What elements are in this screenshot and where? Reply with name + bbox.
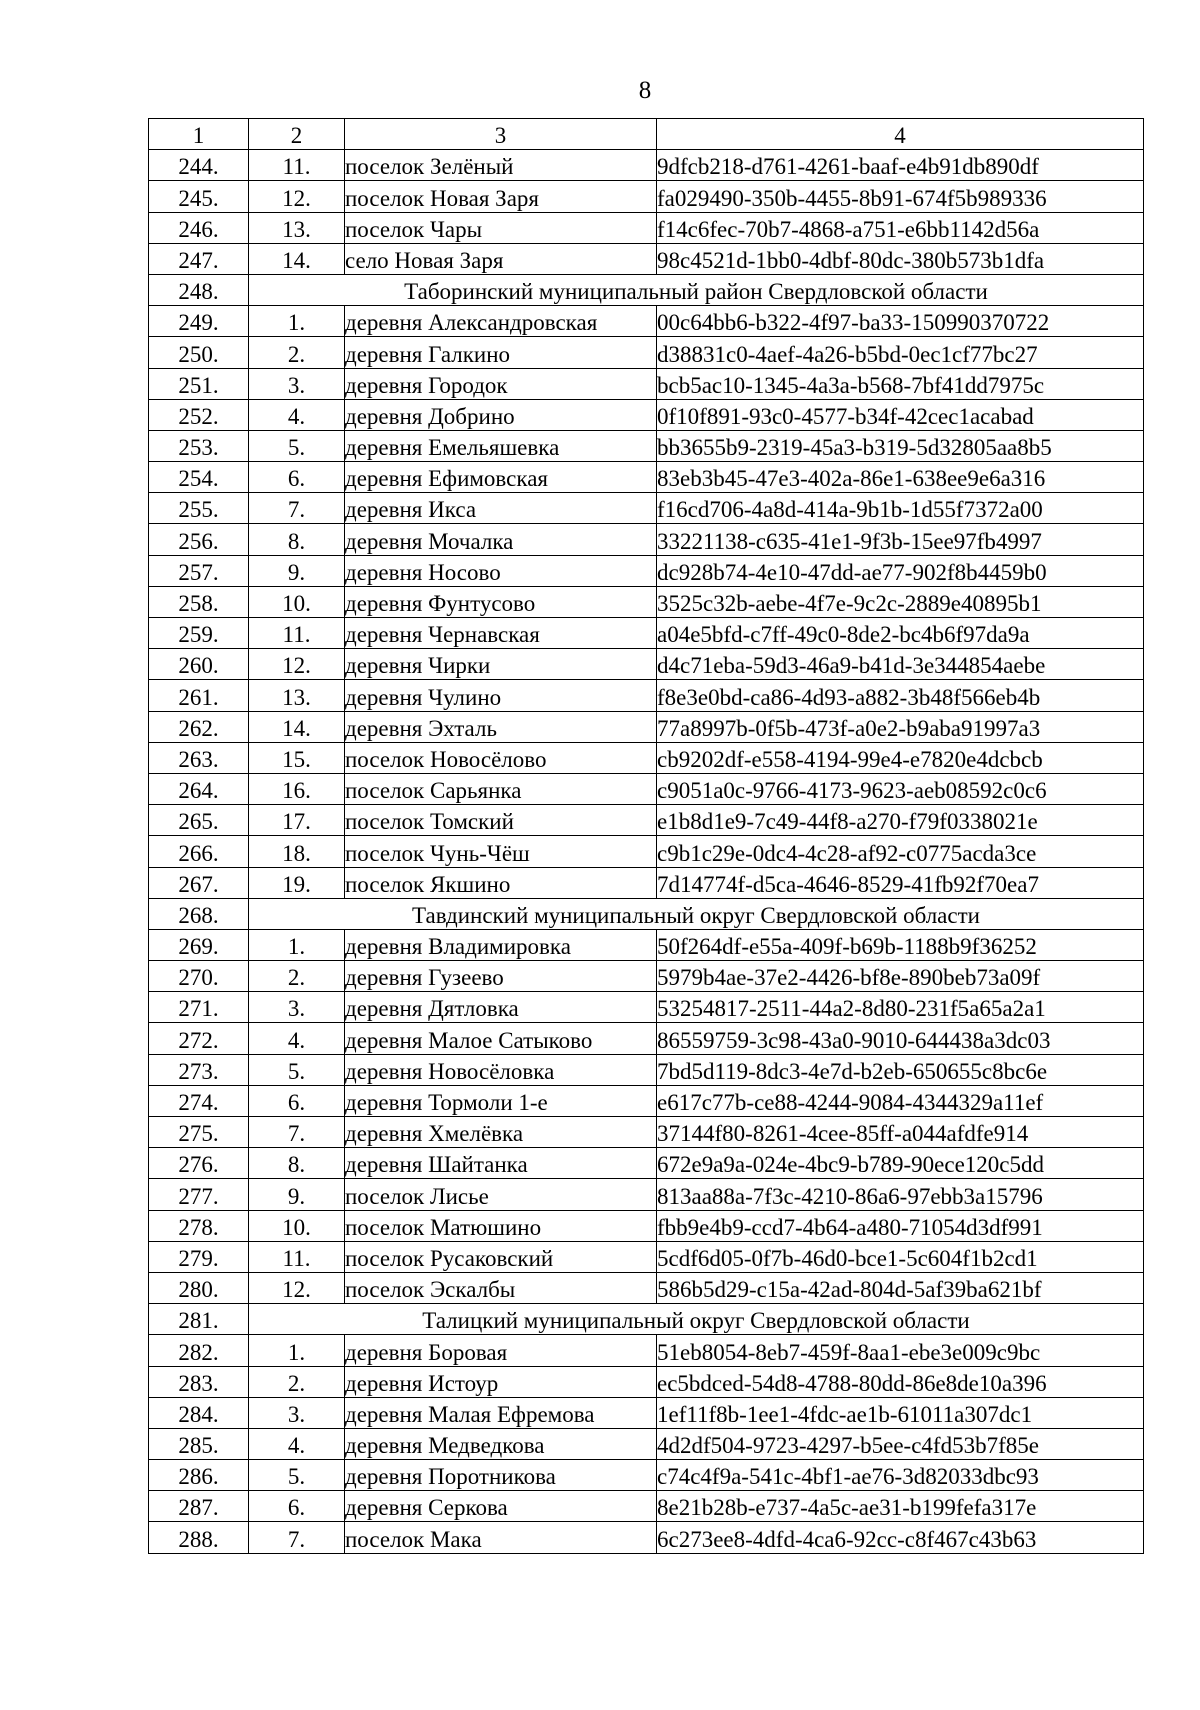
table-row bbox=[149, 805, 1144, 836]
settlement-name: деревня Новосёловка bbox=[345, 1054, 657, 1085]
row-number: 249. bbox=[149, 306, 249, 337]
sub-number: 3. bbox=[249, 992, 345, 1023]
row-number: 269. bbox=[149, 929, 249, 960]
settlement-guid: e1b8d1e9-7c49-44f8-a270-f79f0338021e bbox=[657, 805, 1144, 836]
settlement-name: деревня Мочалка bbox=[345, 524, 657, 555]
row-number: 285. bbox=[149, 1428, 249, 1459]
row-number: 271. bbox=[149, 992, 249, 1023]
table-row bbox=[149, 243, 1144, 274]
settlement-guid: 51eb8054-8eb7-459f-8aa1-ebe3e009c9bc bbox=[657, 1335, 1144, 1366]
table-row bbox=[149, 1491, 1144, 1522]
settlement-name: поселок Новая Заря bbox=[345, 181, 657, 212]
table-row bbox=[149, 649, 1144, 680]
table-row bbox=[149, 1085, 1144, 1116]
settlement-name: деревня Чернавская bbox=[345, 618, 657, 649]
settlement-name: деревня Малая Ефремова bbox=[345, 1397, 657, 1428]
settlement-name: деревня Тормоли 1-е bbox=[345, 1085, 657, 1116]
row-number: 283. bbox=[149, 1366, 249, 1397]
settlement-guid: 50f264df-e55a-409f-b69b-1188b9f36252 bbox=[657, 929, 1144, 960]
table-row bbox=[149, 992, 1144, 1023]
row-number: 260. bbox=[149, 649, 249, 680]
settlement-name: деревня Александровская bbox=[345, 306, 657, 337]
sub-number: 12. bbox=[249, 1272, 345, 1303]
row-number: 246. bbox=[149, 212, 249, 243]
row-number: 252. bbox=[149, 399, 249, 430]
table-row bbox=[149, 181, 1144, 212]
row-number: 288. bbox=[149, 1522, 249, 1553]
sub-number: 12. bbox=[249, 649, 345, 680]
table-row bbox=[149, 1148, 1144, 1179]
sub-number: 17. bbox=[249, 805, 345, 836]
settlement-guid: dc928b74-4e10-47dd-ae77-902f8b4459b0 bbox=[657, 555, 1144, 586]
row-number: 279. bbox=[149, 1241, 249, 1272]
settlement-name: поселок Эскалбы bbox=[345, 1272, 657, 1303]
sub-number: 4. bbox=[249, 399, 345, 430]
table-header-row bbox=[149, 119, 1144, 150]
sub-number: 7. bbox=[249, 1117, 345, 1148]
settlement-name: деревня Малое Сатыково bbox=[345, 1023, 657, 1054]
settlement-name: поселок Матюшино bbox=[345, 1210, 657, 1241]
settlement-guid: d4c71eba-59d3-46a9-b41d-3e344854aebe bbox=[657, 649, 1144, 680]
row-number: 276. bbox=[149, 1148, 249, 1179]
settlement-guid: d38831c0-4aef-4a26-b5bd-0ec1cf77bc27 bbox=[657, 337, 1144, 368]
row-number: 248. bbox=[149, 274, 249, 305]
row-number: 286. bbox=[149, 1460, 249, 1491]
table-row bbox=[149, 1241, 1144, 1272]
row-number: 245. bbox=[149, 181, 249, 212]
row-number: 267. bbox=[149, 867, 249, 898]
settlement-guid: 3525c32b-aebe-4f7e-9c2c-2889e40895b1 bbox=[657, 586, 1144, 617]
settlement-name: деревня Городок bbox=[345, 368, 657, 399]
row-number: 247. bbox=[149, 243, 249, 274]
settlement-guid: e617c77b-ce88-4244-9084-4344329a11ef bbox=[657, 1085, 1144, 1116]
table-row bbox=[149, 1179, 1144, 1210]
table-row bbox=[149, 742, 1144, 773]
table-row bbox=[149, 1210, 1144, 1241]
settlement-name: деревня Истоур bbox=[345, 1366, 657, 1397]
settlement-name: поселок Мака bbox=[345, 1522, 657, 1553]
sub-number: 8. bbox=[249, 1148, 345, 1179]
settlement-name: деревня Емельяшевка bbox=[345, 430, 657, 461]
sub-number: 19. bbox=[249, 867, 345, 898]
settlement-guid: bb3655b9-2319-45a3-b319-5d32805aa8b5 bbox=[657, 430, 1144, 461]
row-number: 273. bbox=[149, 1054, 249, 1085]
settlement-name: деревня Медведкова bbox=[345, 1428, 657, 1459]
settlement-guid: fbb9e4b9-ccd7-4b64-a480-71054d3df991 bbox=[657, 1210, 1144, 1241]
sub-number: 5. bbox=[249, 430, 345, 461]
settlement-guid: 33221138-c635-41e1-9f3b-15ee97fb4997 bbox=[657, 524, 1144, 555]
settlement-guid: f8e3e0bd-ca86-4d93-a882-3b48f566eb4b bbox=[657, 680, 1144, 711]
sub-number: 1. bbox=[249, 929, 345, 960]
sub-number: 1. bbox=[249, 1335, 345, 1366]
settlement-guid: 53254817-2511-44a2-8d80-231f5a65a2a1 bbox=[657, 992, 1144, 1023]
table-row bbox=[149, 1272, 1144, 1303]
settlement-name: поселок Лисье bbox=[345, 1179, 657, 1210]
sub-number: 10. bbox=[249, 1210, 345, 1241]
sub-number: 2. bbox=[249, 337, 345, 368]
settlement-name: деревня Чулино bbox=[345, 680, 657, 711]
settlement-name: деревня Чирки bbox=[345, 649, 657, 680]
row-number: 280. bbox=[149, 1272, 249, 1303]
table-row bbox=[149, 1397, 1144, 1428]
settlement-name: поселок Чунь-Чёш bbox=[345, 836, 657, 867]
table-row bbox=[149, 399, 1144, 430]
settlement-name: поселок Русаковский bbox=[345, 1241, 657, 1272]
settlement-guid: f14c6fec-70b7-4868-a751-e6bb1142d56a bbox=[657, 212, 1144, 243]
settlement-name: деревня Шайтанка bbox=[345, 1148, 657, 1179]
settlements-table bbox=[148, 118, 1144, 1554]
sub-number: 4. bbox=[249, 1428, 345, 1459]
settlement-guid: cb9202df-e558-4194-99e4-e7820e4dcbcb bbox=[657, 742, 1144, 773]
row-number: 268. bbox=[149, 898, 249, 929]
row-number: 270. bbox=[149, 961, 249, 992]
row-number: 253. bbox=[149, 430, 249, 461]
row-number: 272. bbox=[149, 1023, 249, 1054]
sub-number: 2. bbox=[249, 961, 345, 992]
settlement-name: деревня Хмелёвка bbox=[345, 1117, 657, 1148]
row-number: 284. bbox=[149, 1397, 249, 1428]
settlement-guid: 83eb3b45-47e3-402a-86e1-638ee9e6a316 bbox=[657, 462, 1144, 493]
table-row bbox=[149, 1460, 1144, 1491]
sub-number: 16. bbox=[249, 773, 345, 804]
table-row bbox=[149, 150, 1144, 181]
settlement-name: деревня Носово bbox=[345, 555, 657, 586]
settlement-guid: ec5bdced-54d8-4788-80dd-86e8de10a396 bbox=[657, 1366, 1144, 1397]
table-row bbox=[149, 368, 1144, 399]
sub-number: 8. bbox=[249, 524, 345, 555]
row-number: 262. bbox=[149, 711, 249, 742]
row-number: 277. bbox=[149, 1179, 249, 1210]
table-row bbox=[149, 1366, 1144, 1397]
settlement-guid: 86559759-3c98-43a0-9010-644438a3dc03 bbox=[657, 1023, 1144, 1054]
sub-number: 13. bbox=[249, 212, 345, 243]
settlement-name: деревня Серкова bbox=[345, 1491, 657, 1522]
settlement-guid: c9051a0c-9766-4173-9623-aeb08592c0c6 bbox=[657, 773, 1144, 804]
table-row bbox=[149, 524, 1144, 555]
settlement-name: деревня Гузеево bbox=[345, 961, 657, 992]
sub-number: 14. bbox=[249, 243, 345, 274]
settlement-guid: 98c4521d-1bb0-4dbf-80dc-380b573b1dfa bbox=[657, 243, 1144, 274]
row-number: 251. bbox=[149, 368, 249, 399]
settlement-name: деревня Эхталь bbox=[345, 711, 657, 742]
table-row bbox=[149, 493, 1144, 524]
sub-number: 11. bbox=[249, 150, 345, 181]
settlement-guid: fa029490-350b-4455-8b91-674f5b989336 bbox=[657, 181, 1144, 212]
settlement-guid: 1ef11f8b-1ee1-4fdc-ae1b-61011a307dc1 bbox=[657, 1397, 1144, 1428]
settlement-guid: 6c273ee8-4dfd-4ca6-92cc-c8f467c43b63 bbox=[657, 1522, 1144, 1553]
row-number: 259. bbox=[149, 618, 249, 649]
settlement-name: поселок Новосёлово bbox=[345, 742, 657, 773]
settlement-guid: 7bd5d119-8dc3-4e7d-b2eb-650655c8bc6e bbox=[657, 1054, 1144, 1085]
sub-number: 13. bbox=[249, 680, 345, 711]
row-number: 287. bbox=[149, 1491, 249, 1522]
table-row bbox=[149, 1335, 1144, 1366]
table-row bbox=[149, 555, 1144, 586]
table-row bbox=[149, 1023, 1144, 1054]
row-number: 264. bbox=[149, 773, 249, 804]
row-number: 263. bbox=[149, 742, 249, 773]
sub-number: 11. bbox=[249, 618, 345, 649]
settlement-guid: f16cd706-4a8d-414a-9b1b-1d55f7372a00 bbox=[657, 493, 1144, 524]
column-header-2: 2 bbox=[249, 119, 345, 150]
table-row bbox=[149, 586, 1144, 617]
sub-number: 10. bbox=[249, 586, 345, 617]
row-number: 250. bbox=[149, 337, 249, 368]
sub-number: 2. bbox=[249, 1366, 345, 1397]
sub-number: 14. bbox=[249, 711, 345, 742]
settlement-guid: 5979b4ae-37e2-4426-bf8e-890beb73a09f bbox=[657, 961, 1144, 992]
table-row bbox=[149, 1054, 1144, 1085]
section-title: Талицкий муниципальный округ Свердловской области bbox=[249, 1304, 1144, 1335]
section-row bbox=[149, 274, 1144, 305]
sub-number: 3. bbox=[249, 1397, 345, 1428]
table-row bbox=[149, 1522, 1144, 1553]
settlement-name: деревня Боровая bbox=[345, 1335, 657, 1366]
settlement-name: деревня Поротникова bbox=[345, 1460, 657, 1491]
row-number: 281. bbox=[149, 1304, 249, 1335]
section-title: Таборинский муниципальный район Свердловской области bbox=[249, 274, 1144, 305]
settlement-guid: 7d14774f-d5ca-4646-8529-41fb92f70ea7 bbox=[657, 867, 1144, 898]
column-header-3: 3 bbox=[345, 119, 657, 150]
sub-number: 7. bbox=[249, 493, 345, 524]
table-row bbox=[149, 867, 1144, 898]
settlement-name: поселок Сарьянка bbox=[345, 773, 657, 804]
table-row bbox=[149, 961, 1144, 992]
settlement-guid: 5cdf6d05-0f7b-46d0-bce1-5c604f1b2cd1 bbox=[657, 1241, 1144, 1272]
settlement-guid: 586b5d29-c15a-42ad-804d-5af39ba621bf bbox=[657, 1272, 1144, 1303]
settlement-name: поселок Чары bbox=[345, 212, 657, 243]
sub-number: 6. bbox=[249, 1085, 345, 1116]
row-number: 256. bbox=[149, 524, 249, 555]
page-number: 8 bbox=[638, 77, 652, 104]
settlement-name: деревня Владимировка bbox=[345, 929, 657, 960]
settlement-guid: 9dfcb218-d761-4261-baaf-e4b91db890df bbox=[657, 150, 1144, 181]
settlement-name: поселок Зелёный bbox=[345, 150, 657, 181]
table-row bbox=[149, 618, 1144, 649]
column-header-1: 1 bbox=[149, 119, 249, 150]
column-header-4: 4 bbox=[657, 119, 1144, 150]
settlement-guid: 8e21b28b-e737-4a5c-ae31-b199fefa317e bbox=[657, 1491, 1144, 1522]
settlement-name: деревня Икса bbox=[345, 493, 657, 524]
settlement-name: поселок Томский bbox=[345, 805, 657, 836]
row-number: 255. bbox=[149, 493, 249, 524]
sub-number: 5. bbox=[249, 1054, 345, 1085]
row-number: 265. bbox=[149, 805, 249, 836]
section-row bbox=[149, 898, 1144, 929]
row-number: 282. bbox=[149, 1335, 249, 1366]
sub-number: 5. bbox=[249, 1460, 345, 1491]
settlement-guid: 672e9a9a-024e-4bc9-b789-90ece120c5dd bbox=[657, 1148, 1144, 1179]
table-row bbox=[149, 306, 1144, 337]
table-row bbox=[149, 680, 1144, 711]
row-number: 244. bbox=[149, 150, 249, 181]
table-row bbox=[149, 929, 1144, 960]
section-row bbox=[149, 1304, 1144, 1335]
settlement-name: деревня Добрино bbox=[345, 399, 657, 430]
table-row bbox=[149, 773, 1144, 804]
settlement-name: деревня Дятловка bbox=[345, 992, 657, 1023]
table-row bbox=[149, 212, 1144, 243]
row-number: 275. bbox=[149, 1117, 249, 1148]
row-number: 254. bbox=[149, 462, 249, 493]
sub-number: 6. bbox=[249, 462, 345, 493]
settlement-guid: c9b1c29e-0dc4-4c28-af92-c0775acda3ce bbox=[657, 836, 1144, 867]
row-number: 257. bbox=[149, 555, 249, 586]
settlement-guid: 813aa88a-7f3c-4210-86a6-97ebb3a15796 bbox=[657, 1179, 1144, 1210]
sub-number: 15. bbox=[249, 742, 345, 773]
settlement-guid: 77a8997b-0f5b-473f-a0e2-b9aba91997a3 bbox=[657, 711, 1144, 742]
row-number: 261. bbox=[149, 680, 249, 711]
sub-number: 1. bbox=[249, 306, 345, 337]
table-row bbox=[149, 711, 1144, 742]
table-row bbox=[149, 337, 1144, 368]
settlement-guid: 0f10f891-93c0-4577-b34f-42cec1acabad bbox=[657, 399, 1144, 430]
sub-number: 11. bbox=[249, 1241, 345, 1272]
settlement-guid: 00c64bb6-b322-4f97-ba33-150990370722 bbox=[657, 306, 1144, 337]
row-number: 278. bbox=[149, 1210, 249, 1241]
row-number: 266. bbox=[149, 836, 249, 867]
table-row bbox=[149, 1117, 1144, 1148]
settlement-guid: 37144f80-8261-4cee-85ff-a044afdfe914 bbox=[657, 1117, 1144, 1148]
settlement-name: деревня Фунтусово bbox=[345, 586, 657, 617]
section-title: Тавдинский муниципальный округ Свердловской области bbox=[249, 898, 1144, 929]
sub-number: 9. bbox=[249, 1179, 345, 1210]
sub-number: 7. bbox=[249, 1522, 345, 1553]
table-row bbox=[149, 430, 1144, 461]
row-number: 258. bbox=[149, 586, 249, 617]
sub-number: 6. bbox=[249, 1491, 345, 1522]
table-row bbox=[149, 1428, 1144, 1459]
settlement-name: село Новая Заря bbox=[345, 243, 657, 274]
sub-number: 4. bbox=[249, 1023, 345, 1054]
sub-number: 9. bbox=[249, 555, 345, 586]
settlement-guid: a04e5bfd-c7ff-49c0-8de2-bc4b6f97da9a bbox=[657, 618, 1144, 649]
settlement-name: поселок Якшино bbox=[345, 867, 657, 898]
settlement-name: деревня Галкино bbox=[345, 337, 657, 368]
sub-number: 18. bbox=[249, 836, 345, 867]
sub-number: 3. bbox=[249, 368, 345, 399]
settlement-guid: c74c4f9a-541c-4bf1-ae76-3d82033dbc93 bbox=[657, 1460, 1144, 1491]
row-number: 274. bbox=[149, 1085, 249, 1116]
table-row bbox=[149, 462, 1144, 493]
settlement-guid: bcb5ac10-1345-4a3a-b568-7bf41dd7975c bbox=[657, 368, 1144, 399]
table-row bbox=[149, 836, 1144, 867]
settlement-name: деревня Ефимовская bbox=[345, 462, 657, 493]
settlement-guid: 4d2df504-9723-4297-b5ee-c4fd53b7f85e bbox=[657, 1428, 1144, 1459]
sub-number: 12. bbox=[249, 181, 345, 212]
